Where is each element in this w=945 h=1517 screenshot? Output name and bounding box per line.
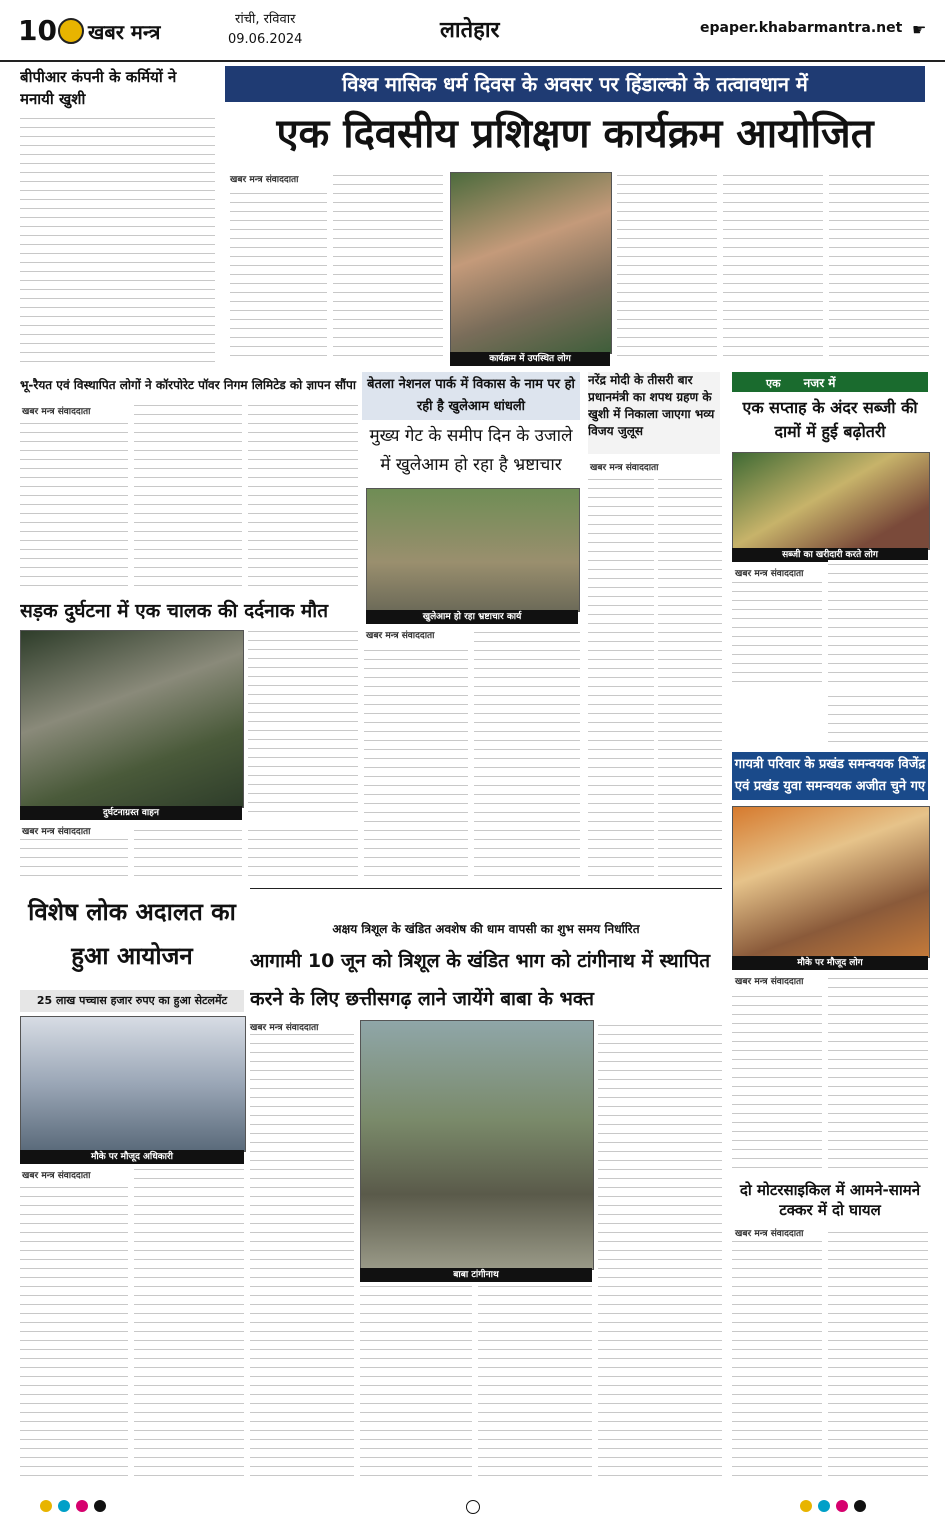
trishul-byline: खबर मन्त्र संवाददाता: [250, 1023, 319, 1033]
registration-dot-magenta-2: [836, 1500, 848, 1512]
modi-headline: नरेंद्र मोदी के तीसरी बार प्रधानमंत्री का शपथ ग्रहण के खुशी में निकाला जाएगा भव्य विजय जुलूस: [588, 372, 720, 454]
epaper-link[interactable]: epaper.khabarmantra.net: [700, 20, 903, 36]
veg-body-col3: [828, 694, 928, 750]
trishul-photo: [360, 1020, 594, 1270]
training-body-col1: [230, 186, 327, 364]
motorcycle-body-col1: [732, 1240, 822, 1484]
gayatri-byline: खबर मन्त्र संवाददाता: [735, 977, 804, 987]
modi-byline: खबर मन्त्र संवाददाता: [590, 463, 659, 473]
training-kicker: विश्व मासिक धर्म दिवस के अवसर पर हिंडाल्को के तत्वावधान में: [342, 72, 808, 96]
veg-byline: खबर मन्त्र संवाददाता: [735, 569, 804, 579]
gayatri-photo: [732, 806, 930, 958]
accident-body-col1: [248, 630, 358, 820]
training-body-col5: [829, 172, 929, 364]
modi-body-col2: [658, 474, 722, 884]
adalat-byline: खबर मन्त्र संवाददाता: [22, 1171, 91, 1181]
veg-photo: [732, 452, 930, 550]
veg-headline: एक सप्ताह के अंदर सब्जी की दामों में हुई बढ़ोतरी: [742, 398, 918, 441]
veg-body-col2: [828, 560, 928, 690]
gayatri-body-col2: [828, 974, 928, 1176]
land-body-col1: [20, 418, 128, 594]
masthead: [0, 0, 945, 62]
bpr-body-text: [20, 114, 215, 370]
betla-subheadline: मुख्य गेट के समीप दिन के उजाले में खुलेआम हो रहा है भ्रष्टाचार: [369, 426, 573, 475]
section-title: लातेहार: [440, 18, 500, 43]
training-body-col2: [333, 172, 443, 364]
adalat-subheadline: 25 लाख पच्चास हजार रुपए का हुआ सेटलमेंट: [36, 994, 228, 1007]
betla-photo: [366, 488, 580, 612]
betla-body-col1: [364, 644, 468, 884]
betla-headline: बेतला नेशनल पार्क में विकास के नाम पर हो रही है खुलेआम धांधली: [367, 377, 575, 414]
motorcycle-byline: खबर मन्त्र संवाददाता: [735, 1229, 804, 1239]
registration-dot-yellow-2: [800, 1500, 812, 1512]
accident-photo-caption: दुर्घटनाग्रस्त वाहन: [20, 806, 242, 820]
registration-dot-black: [94, 1500, 106, 1512]
adalat-body-col1: [20, 1182, 128, 1484]
city: रांची, रविवार: [235, 12, 296, 27]
accident-byline: खबर मन्त्र संवाददाता: [22, 827, 91, 837]
adalat-headline: विशेष लोक अदालत का हुआ आयोजन: [28, 898, 236, 970]
training-photo: [450, 172, 612, 354]
registration-dot-cyan-2: [818, 1500, 830, 1512]
trishul-headline: आगामी 10 जून को त्रिशूल के खंडित भाग को टांगीनाथ में स्थापित करने के लिए छत्तीसगढ़ लाने जायेंगे बाबा के भक्त: [250, 950, 711, 1010]
trishul-body-col4: [598, 1020, 722, 1484]
footer-registration-marks: [0, 1492, 945, 1517]
modi-body-col1: [588, 474, 654, 884]
bpr-headline: बीपीआर कंपनी के कर्मियों ने मनायी खुशी: [20, 68, 177, 108]
land-body-col2: [134, 400, 242, 594]
accident-body-col3: [134, 824, 242, 884]
veg-photo-caption: सब्जी का खरीदारी करते लोग: [732, 548, 928, 562]
adalat-body-col2: [134, 1166, 244, 1484]
land-body-col3: [248, 400, 358, 594]
training-byline: खबर मन्त्र संवाददाता: [230, 175, 299, 185]
motorcycle-body-col2: [828, 1226, 928, 1484]
brand-logo-icon: [58, 18, 84, 44]
registration-dot-cyan: [58, 1500, 70, 1512]
training-kicker-band: [225, 66, 925, 102]
registration-dot-magenta: [76, 1500, 88, 1512]
gayatri-headline: गायत्री परिवार के प्रखंड समन्वयक विजेंद्र एवं प्रखंड युवा समन्वयक अजीत चुने गए: [734, 757, 926, 794]
betla-body-col2: [474, 628, 580, 884]
veg-body-col1: [732, 580, 822, 690]
date: 09.06.2024: [228, 32, 303, 47]
trishul-photo-caption: बाबा टांगीनाथ: [360, 1268, 592, 1282]
registration-dot-yellow: [40, 1500, 52, 1512]
land-headline: भू-रैयत एवं विस्थापित लोगों ने कॉरपोरेट पॉवर निगम लिमिटेड को ज्ञापन सौंपा: [20, 378, 356, 392]
divider: [250, 888, 722, 889]
page-number: 10: [18, 14, 57, 47]
adalat-subheadline-band: [20, 990, 244, 1012]
accident-headline: सड़क दुर्घटना में एक चालक की दर्दनाक मौत: [20, 600, 329, 622]
gayatri-headline-band: [732, 752, 928, 800]
badge-prefix: एक: [766, 377, 781, 390]
trishul-body-col2: [360, 1286, 472, 1484]
accident-photo: [20, 630, 244, 808]
accident-body-col4: [248, 824, 358, 884]
betla-headline-band: [362, 372, 580, 420]
training-body-col4: [723, 172, 823, 364]
trishul-body-col1: [250, 1034, 354, 1484]
trishul-kicker: अक्षय त्रिशूल के खंडित अवशेष की धाम वापसी का शुभ समय निर्धारित: [332, 922, 640, 936]
adalat-photo: [20, 1016, 246, 1152]
land-byline: खबर मन्त्र संवाददाता: [22, 407, 91, 417]
motorcycle-headline: दो मोटरसाइकिल में आमने-सामने टक्कर में दो घायल: [739, 1181, 921, 1219]
gayatri-body-col1: [732, 988, 822, 1176]
badge-label: नजर में: [803, 376, 836, 390]
training-body-col3: [617, 172, 717, 364]
betla-photo-caption: खुलेआम हो रहा भ्रष्टाचार कार्य: [366, 610, 578, 624]
gayatri-photo-caption: मौके पर मौजूद लोग: [732, 956, 928, 970]
training-photo-caption: कार्यक्रम में उपस्थित लोग: [450, 352, 610, 366]
dateline: [228, 10, 302, 50]
adalat-photo-caption: मौके पर मौजूद अधिकारी: [20, 1150, 244, 1164]
trishul-body-col3: [478, 1286, 592, 1484]
registration-dot-black-2: [854, 1500, 866, 1512]
hand-pointer-icon: ☛: [912, 20, 927, 39]
registration-crosshair-icon: [466, 1500, 480, 1514]
accident-body-col2: [20, 838, 128, 884]
betla-byline: खबर मन्त्र संवाददाता: [366, 631, 435, 641]
brand-name: खबर मन्त्र: [88, 20, 161, 44]
ek-nazar-badge: [732, 372, 928, 392]
training-headline: एक दिवसीय प्रशिक्षण कार्यक्रम आयोजित: [276, 111, 874, 157]
adalat-headline-box: [20, 890, 244, 986]
